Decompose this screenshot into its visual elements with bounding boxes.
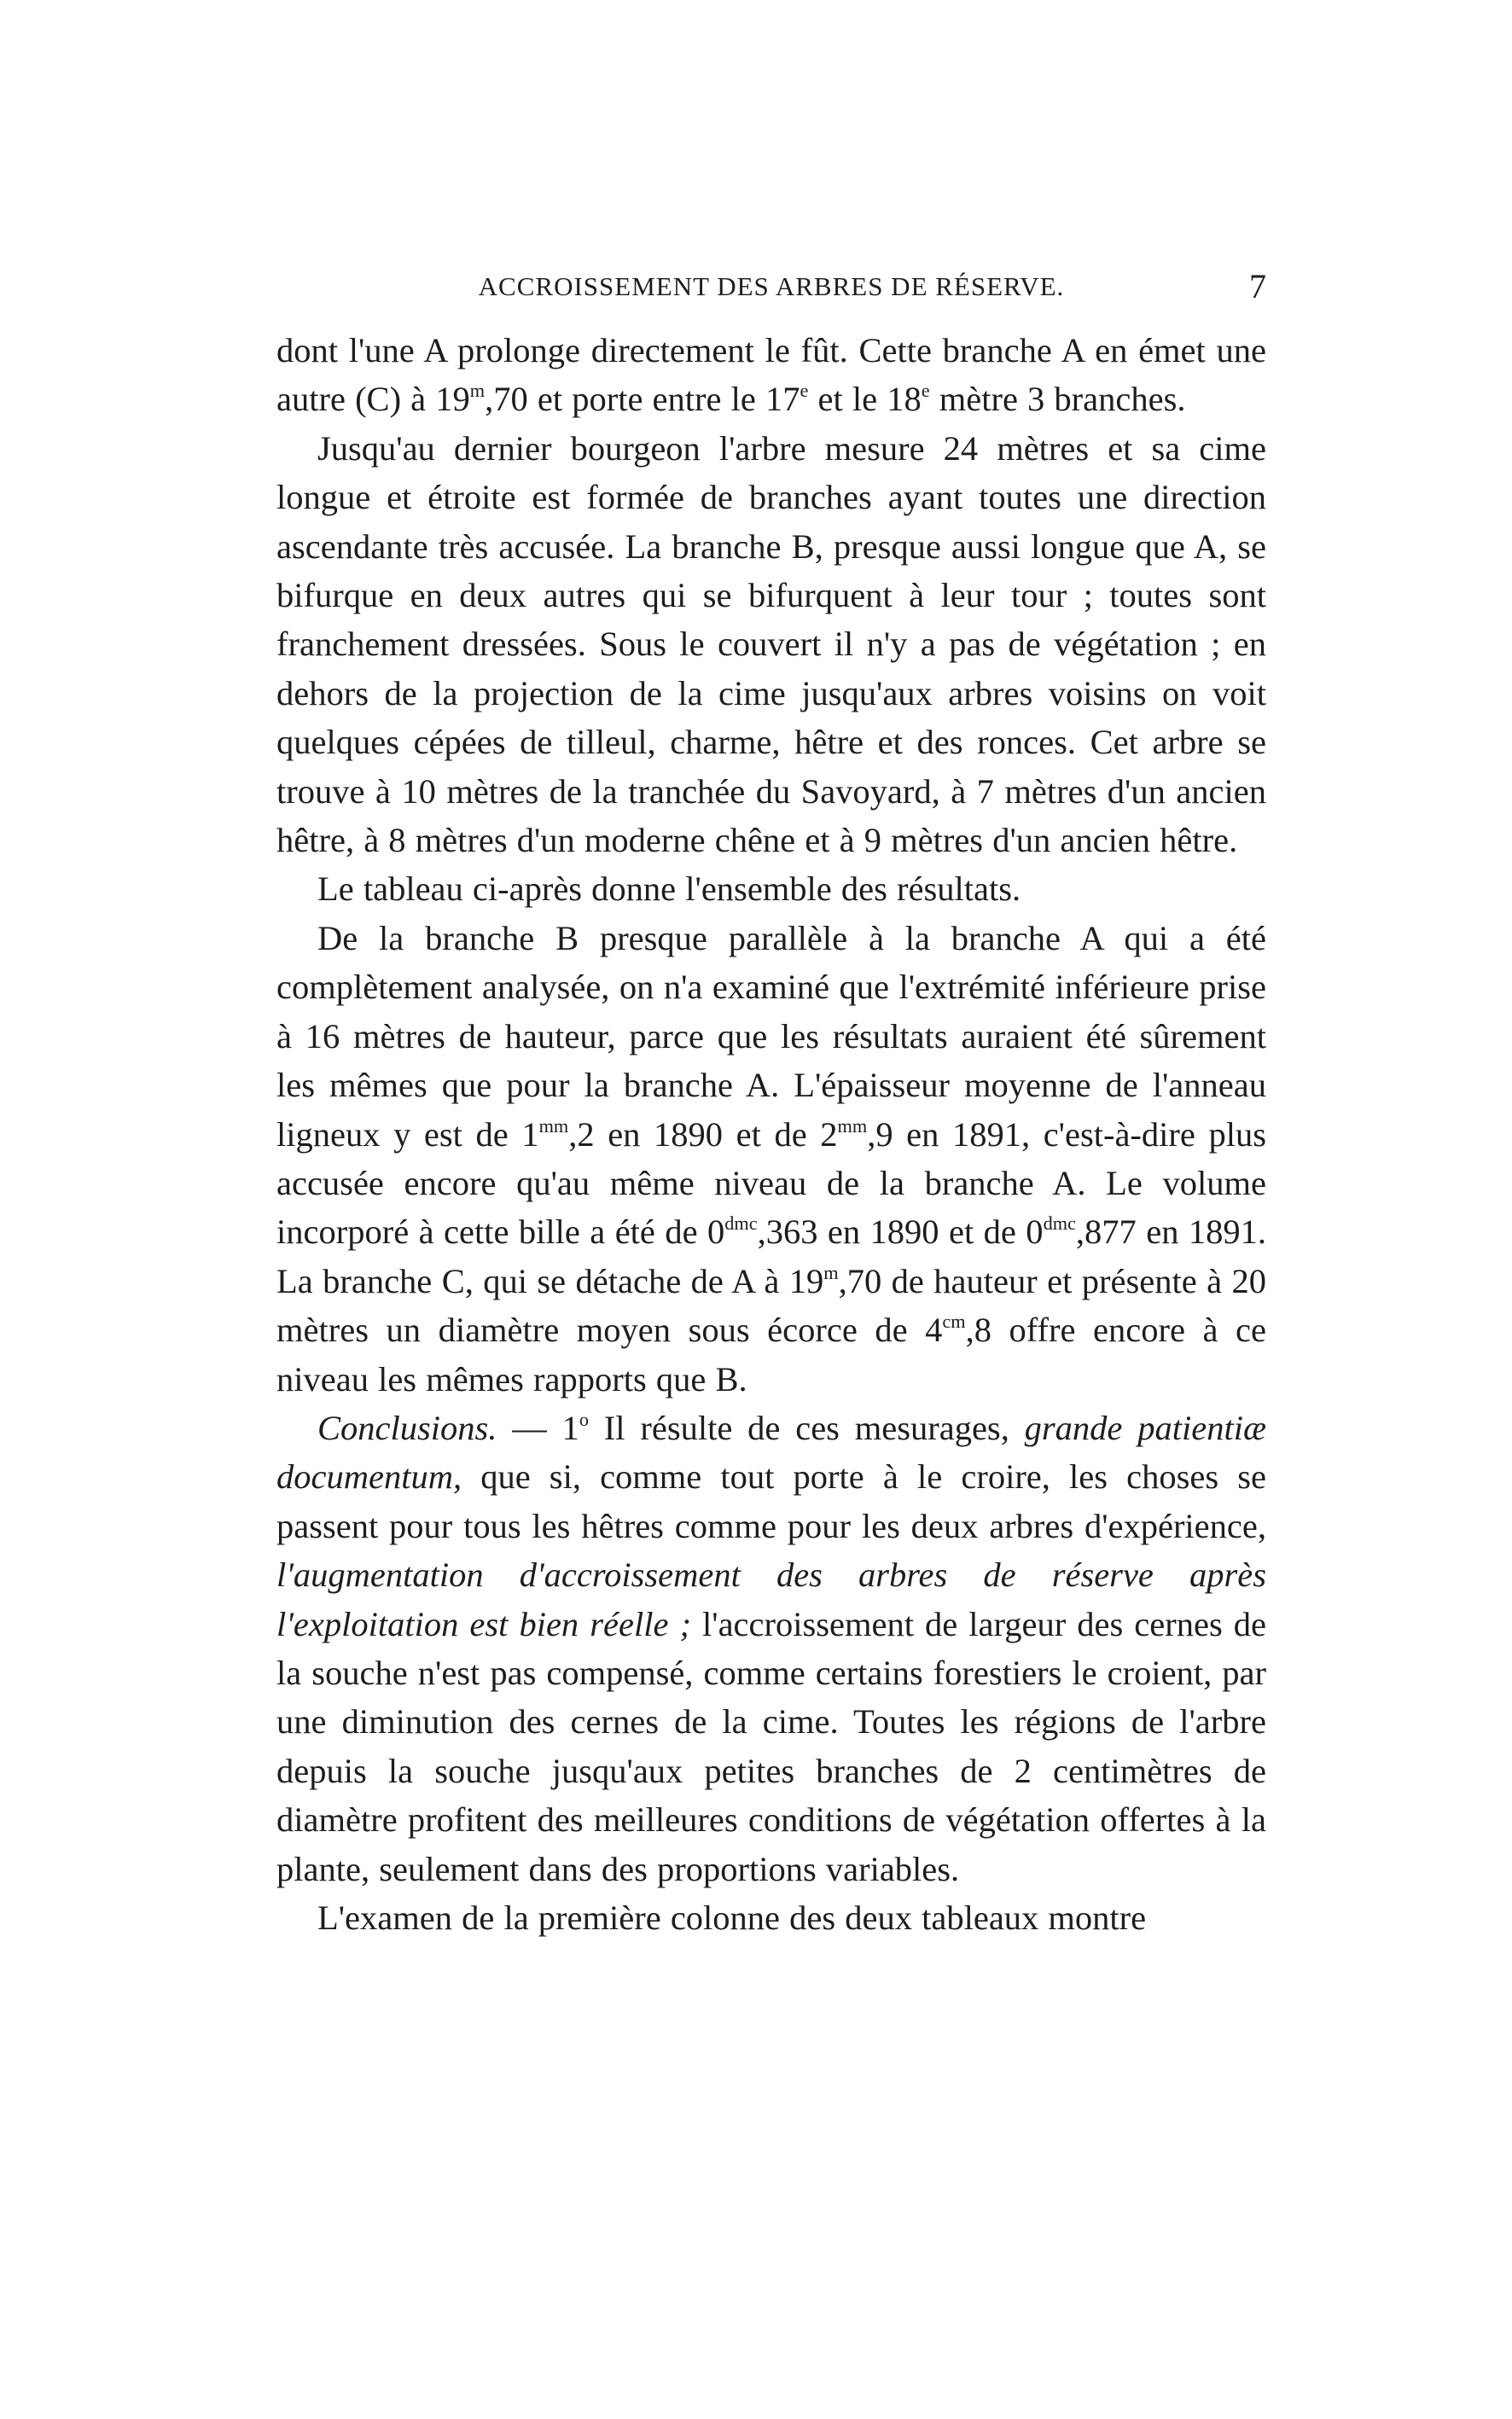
book-page xyxy=(276,267,1266,1942)
conclusions-heading: Conclusions. xyxy=(317,1408,497,1447)
running-title: ACCROISSEMENT DES ARBRES DE RÉSERVE. xyxy=(478,271,1065,301)
page-number: 7 xyxy=(1249,267,1266,305)
running-header xyxy=(276,267,1266,326)
paragraph-conclusions: Conclusions. — 1$^o$ Il résulte de ces mesurages, grande patientiæ documentum, que si, comme tout porte à le croire, les choses se passent pour tous les hêtres comme pour les deux arbres d'expérience, l'augmentation d'accroissement des arbres de réserve après l'exploitation est bien réelle ; l'accroissement de largeur des cernes de la souche n'est pas compensé, comme certains forestiers le croient, par une diminution des cernes de la cime. Toutes les régions de l'arbre depuis la souche jusqu'aux petites branches de 2 centimètres de diamètre profitent des meilleures conditions de végétation offertes à la plante, seulement dans des proportions variables. xyxy=(276,1408,1266,1888)
paragraph-description: Jusqu'au dernier bourgeon l'arbre mesure 24 mètres et sa cime longue et étroite est formée de branches ayant toutes une direction ascendante très accusée. La branche B, presque aussi longue que A, se bifurque en deux autres qui se bifurquent à leur tour ; toutes sont franchement dressées. Sous le couvert il n'y a pas de végétation ; en dehors de la projection de la cime jusqu'aux arbres voisins on voit quelques cépées de tilleul, charme, hêtre et des ronces. Cet arbre se trouve à 10 mètres de la tranchée du Savoyard, à 7 mètres d'un ancien hêtre, à 8 mètres d'un moderne chêne et à 9 mètres d'un ancien hêtre. xyxy=(276,428,1266,860)
paragraph-examination: L'examen de la première colonne des deux tableaux montre xyxy=(317,1899,1147,1937)
paragraph-branch-b: De la branche B presque parallèle à la branche A qui a été complètement analysée, on n'a examiné que l'extrémité inférieure prise à 16 mètres de hauteur, parce que les résultats auraient été sûrement les mêmes que pour la branche A. L'épaisseur moyenne de l'anneau ligneux y est de $1^{mm},2$ en 1890 et de $2^{mm},9$ en 1891, c'est-à-dire plus accusée encore qu'au même niveau de la branche A. Le volume incorporé à cette bille a été de $0^{dmc},363$ en 1890 et de $0^{dmc},877$ en 1891. La branche C, qui se détache de A à 19$^m$,70 de hauteur et présente à 20 mètres un diamètre moyen sous écorce de $4^{cm},8$ offre encore à ce niveau les mêmes rapports que B. xyxy=(276,918,1266,1398)
page-body xyxy=(276,326,1266,1942)
paragraph-continuation: dont l'une A prolonge directement le fût. Cette branche A en émet une autre (C) à 19$^m$,70 et porte entre le 17e et le 18e mètre 3 branches. xyxy=(276,331,1266,419)
paragraph-table-note: Le tableau ci-après donne l'ensemble des résultats. xyxy=(317,869,1021,909)
